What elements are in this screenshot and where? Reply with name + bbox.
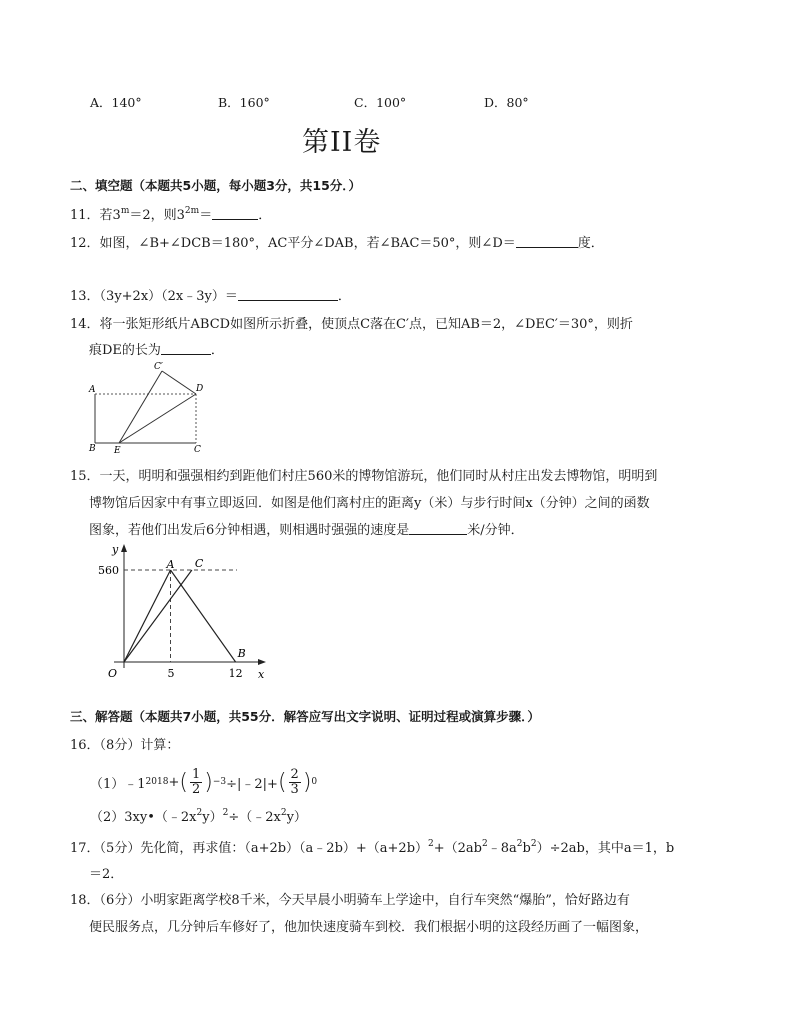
q11-end: ． [258,208,272,223]
question-16 [70,734,179,753]
q16-p1-rparen2: ) [302,769,312,795]
q16-p1-frac1-num: 1 [191,766,201,782]
q16-p1-a: （1）﹣1 [90,776,146,792]
chart-y-axis-label: y [112,543,119,556]
q14-num: 14． [70,317,100,332]
q14-answer-blank[interactable] [161,342,211,355]
q16-p2-c: ÷（﹣2x [228,810,281,825]
q15-chart [94,540,274,682]
q16-p1-frac2-den: 3 [290,781,299,797]
q11-num: 11． [70,208,100,223]
q17-e2: 2 [482,839,488,849]
chart-series-ab [171,570,236,662]
q14-line1: 将一张矩形纸片ABCD如图所示折叠，使顶点C落在C′点，已知AB＝2，∠DEC′＝30°，则折 [99,317,633,332]
q13-text: （3y+2x）（2x﹣3y）＝ [99,289,238,304]
fig14-edge-cd [162,371,196,394]
q16-p1-frac2-num: 2 [290,766,299,782]
q18-num: 18． [70,893,100,908]
section-2-heading: 二、填空题（本题共5小题，每小题3分，共15分．） [70,178,362,193]
q15-line3a: 图象，若他们出发后6分钟相遇，则相遇时强强的速度是 [89,523,410,538]
q17-e1: 2 [428,839,434,849]
fig14-label-d: D [196,384,204,394]
q13-num: 13． [70,289,100,304]
chart-point-c-label: C [194,557,204,570]
q12-text: 如图，∠B+∠DCB＝180°，AC平分∠DAB，若∠BAC＝50°，则∠D＝ [99,236,516,251]
q12-num: 12． [70,236,100,251]
q18-line1: （6分）小明家距离学校8千米，今天早晨小明骑车上学途中，自行车突然“爆胎”，恰好路边有 [99,893,630,908]
q15-line3b: 米/分钟． [467,523,524,538]
q12-answer-blank[interactable] [516,235,578,248]
fig14-crease-de [119,394,196,443]
q11-text: 若3 [99,208,121,223]
question-12 [70,232,604,251]
q16-p1-rparen1: ) [204,769,213,795]
q16-p1-lparen1: ( [179,769,188,795]
option-c: C．100° [354,95,407,110]
question-17 [70,837,674,856]
q16-p1-frac2 [289,768,301,797]
q16-p1-frac1 [190,768,202,797]
q17-c: ﹣8a [487,841,517,856]
question-15 [70,465,657,484]
chart-series-oc [124,570,192,662]
q13-end: ． [337,289,351,304]
fig14-label-c: C [194,445,201,454]
question-18 [70,889,630,908]
option-a: A．140° [90,95,142,110]
fig14-label-b: B [89,444,96,454]
fig14-label-a: A [89,385,96,395]
q15-line2: 博物馆后因家中有事立即返回．如图是他们离村庄的距离y（米）与步行时间x（分钟）之间的函数 [89,496,650,511]
q16-head: （8分）计算： [99,738,180,753]
q17-line2: ＝2． [89,867,124,882]
q11-text2: ＝2，则3 [129,208,185,223]
q15-answer-blank[interactable] [409,522,467,535]
q16-p1-b: + [168,774,180,790]
volume-title: 第II卷 [302,127,382,158]
q15-num: 15． [70,469,100,484]
chart-x-tick-12: 12 [228,667,243,680]
question-13 [70,285,351,304]
chart-point-a-label: A [166,558,175,571]
question-14-line2 [89,339,224,358]
q17-e: ）÷2ab，其中a＝1，b [536,841,675,856]
q16-part2 [90,806,307,825]
chart-x-axis-label: x [258,668,265,681]
q16-p2-d: y） [286,810,307,825]
fig14-label-cprime: C′ [154,362,163,372]
q16-p2-b: y） [202,810,223,825]
question-11 [70,204,271,223]
q14-end: ． [210,343,224,358]
chart-x-tick-5: 5 [167,667,175,680]
chart-y-tick-560: 560 [98,564,119,577]
q17-num: 17． [70,841,100,856]
q11-answer-blank[interactable] [212,207,258,220]
q16-p2-e1: 2 [196,808,203,818]
chart-point-b-label: B [237,647,246,660]
q18-line2: 便民服务点，几分钟后车修好了，他加快速度骑车到校．我们根据小明的这段经历画了一幅图象， [89,920,649,935]
chart-origin-label: O [108,667,118,680]
option-b: B．160° [218,95,270,110]
q15-line1: 一天，明明和强强相约到距他们村庄560米的博物馆游玩，他们同时从村庄出发去博物馆，明明到 [99,469,658,484]
q16-p1-c: ÷|﹣2|+ [226,776,278,792]
section-3-heading: 三、解答题（本题共7小题，共55分．解答应写出文字说明、证明过程或演算步骤．） [70,709,540,724]
q13-answer-blank[interactable] [238,288,338,301]
question-14 [70,313,633,332]
q11-exp2: 2m [184,206,200,216]
fig14-label-e: E [114,446,121,454]
q12-unit: 度． [577,236,604,251]
q14-figure [86,358,216,454]
q16-num: 16． [70,738,100,753]
question-15-line3 [89,519,524,538]
q11-exp1: m [120,206,130,216]
q11-text3: ＝ [199,208,213,223]
fig14-edge-ec [119,371,162,443]
q16-p2-e2: 2 [222,808,229,818]
q17-d: b [522,841,531,856]
q16-p1-lparen2: ( [277,769,287,795]
chart-y-arrow-icon [121,544,127,552]
q17-e4: 2 [530,839,537,849]
chart-series-oa [124,570,171,662]
q16-p2-e3: 2 [280,808,287,818]
q14-line2-text: 痕DE的长为 [89,343,161,358]
chart-x-arrow-icon [258,659,266,665]
q17-b: +（2ab [433,841,483,856]
q17-a: （5分）先化简，再求值：（a+2b）（a﹣2b）+（a+2b） [99,841,429,856]
q17-e3: 2 [516,839,523,849]
q16-part1: （1）﹣1 2018 + ( $\frac{1}{2}$ ) −3 ÷|﹣2|+ ( $\frac{2}{3}$ ) 0 [90,766,318,797]
option-d: D．80° [484,95,529,110]
q16-p1-frac1-den: 2 [191,781,201,797]
q16-p2-a: （2）3xy•（﹣2x [90,810,197,825]
